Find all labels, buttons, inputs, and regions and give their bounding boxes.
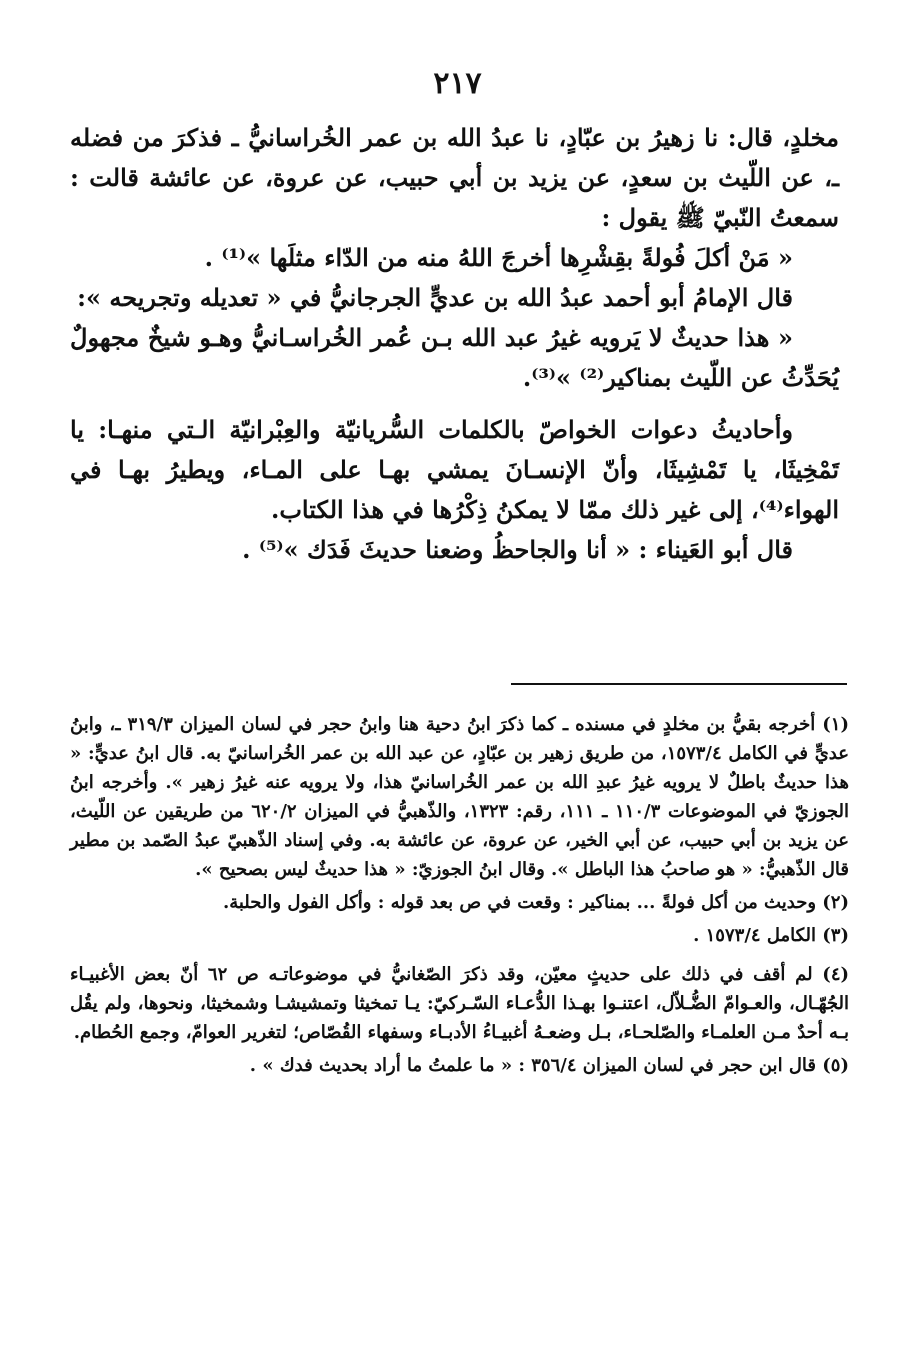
paragraph-ibn-adi-intro: قال الإمامُ أبو أحمد عبدُ الله بن عديٍّ الجرجانيُّ في « تعديله وتجريحه »: bbox=[77, 283, 793, 312]
footnotes bbox=[70, 710, 849, 1084]
paragraph-ibn-adi-quote: « هذا حديثٌ لا يَرويه غيرُ عبد الله بـن عُمر الخُراسـانيُّ وهـو شيخٌ مجهولٌ يُحَدِّثُ عن اللّيث بمناكير⁽²⁾ »⁽³⁾. bbox=[70, 323, 839, 392]
footnote-divider bbox=[511, 683, 847, 685]
paragraph-khawas-prayers: وأحاديثُ دعوات الخواصّ بالكلمات السُّريانيّة والعِبْرانيّة الـتي منهـا: يا تَمْخِيثَا، يا تَمْشِيثَا، وأنّ الإنسـانَ يمشي بهـا على المـاء، ويطيرُ بهـا في الهواء⁽⁴⁾، إلى غير ذلك ممّا لا يمكنُ ذِكْرُها في هذا الكتاب. bbox=[70, 415, 839, 524]
paragraph-hadith-isnad: مخلدٍ، قال: نا زهيرُ بن عبّادٍ، نا عبدُ الله بن عمر الخُراسانيُّ ـ فذكرَ من فضله ـ، عن اللّيث بن سعدٍ، عن يزيد بن أبي حبيب، عن عروة، عن عائشة قالت : سمعتُ النّبيّ ﷺ يقول : bbox=[70, 123, 839, 232]
paragraph-hadith-text: « مَنْ أكلَ فُولةً بقِشْرِها أخرجَ اللهُ منه من الدّاء مثلَها »⁽¹⁾ . bbox=[204, 243, 793, 272]
paragraph-abu-al-aynaa: قال أبو العَيناء : « أنا والجاحظُ وضعنا حديثَ فَدَك »⁽⁵⁾ . bbox=[242, 535, 793, 564]
footnote-5: (٥) قال ابن حجر في لسان الميزان ٣٥٦/٤ : « ما علمتُ ما أراد بحديث فدك » . bbox=[249, 1055, 849, 1076]
footnote-2: (٢) وحديث من أكل فولةً ... بمناكير : وقعت في ص بعد قوله : وأكل الفول والحلبة. bbox=[222, 892, 849, 913]
footnote-4: (٤) لم أقف في ذلك على حديثٍ معيّن، وقد ذكرَ الصّغانيُّ في موضوعاتـه ص ٦٢ أنّ بعض الأغبيـاء الجُهّـال، والعـوامّ الضُّـلاّل، اعتنـوا بهـذا الدُّعـاء السّـركيّ: يـا تمخيثا وتمشيشـا وشمخيثا، ونحوها، ولم يقُل بـه أحدٌ مـن العلمـاء والصّلحـاء، بـل وضعـهُ أغبيـاءُ الأدبـاء وسفهاء القُصّاص؛ لتغرير العوامّ، وجمع الحُطام. bbox=[70, 964, 850, 1043]
main-text bbox=[70, 118, 839, 570]
page-number: ٢١٧ bbox=[433, 66, 482, 101]
footnote-3: (٣) الكامل ١٥٧٣/٤ . bbox=[693, 925, 849, 946]
footnote-1: (١) أخرجه بقيُّ بن مخلدٍ في مسنده ـ كما ذكرَ ابنُ دحية هنا وابنُ حجر في لسان الميزان ٣١٩/٣ ـ، وابنُ عديٍّ في الكامل ١٥٧٣/٤، من طريق زهير بن عبّادٍ، عن عبد الله بن عمر الخُراسانيّ به. قال ابنُ عديٍّ: « هذا حديثٌ باطلٌ لا يرويه غيرُ عبدِ الله بن عمر الخُراسانيّ هذا، ولا يرويه عنه غيرُ زهير ». وأخرجه ابنُ الجوزيّ في الموضوعات ١١٠/٣ ـ ١١١، رقم: ١٣٢٣، والذّهبيُّ في الميزان ٦٢٠/٢ من طريقين عن اللّيث، عن يزيد بن أبي حبيب، عن أبي الخير، عن عروة، عن عائشة به. وفي إسناد الذّهبيّ عبدُ الصّمد بن مطير قال الذّهبيُّ: « هو صاحبُ هذا الباطل ». وقال ابنُ الجوزيّ: « هذا حديثٌ ليس بصحيح ». bbox=[70, 714, 850, 880]
